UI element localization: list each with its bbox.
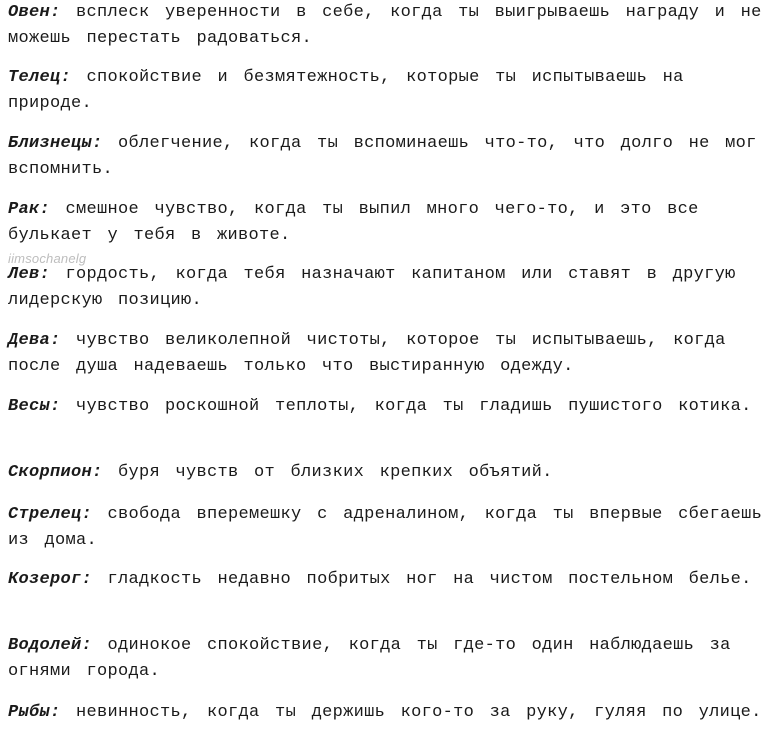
entry-sagittarius <box>8 502 770 554</box>
entry-taurus <box>8 65 770 117</box>
entry-pisces <box>8 700 770 726</box>
sign-label: Дева: <box>8 331 61 350</box>
sign-label: Лев: <box>8 265 51 284</box>
entry-libra <box>8 394 770 420</box>
sign-label: Рыбы: <box>8 703 61 722</box>
entry-text: одинокое спокойствие, когда ты где-то один наблюдаешь за огнями города. <box>8 636 731 681</box>
entry-virgo <box>8 328 770 380</box>
sign-label: Весы: <box>8 397 61 416</box>
sign-label: Козерог: <box>8 570 93 589</box>
entry-text: смешное чувство, когда ты выпил много чего-то, и это все булькает у тебя в животе. <box>8 200 699 245</box>
entry-text: невинность, когда ты держишь кого-то за руку, гуляя по улице. <box>76 703 762 722</box>
entry-aries <box>8 0 770 52</box>
sign-label: Рак: <box>8 200 51 219</box>
entry-text: гладкость недавно побритых ног на чистом постельном белье. <box>107 570 752 589</box>
entry-text: всплеск уверенности в себе, когда ты выигрываешь награду и не можешь перестать радоваться. <box>8 3 762 48</box>
entry-text: гордость, когда тебя назначают капитаном или ставят в другую лидерскую позицию. <box>8 265 736 310</box>
entry-aquarius <box>8 633 770 685</box>
sign-label: Овен: <box>8 3 61 22</box>
entry-text: облегчение, когда ты вспоминаешь что-то, что долго не мог вспомнить. <box>8 134 757 179</box>
entry-text: чувство великолепной чистоты, которое ты испытываешь, когда после душа надеваешь только что выстиранную одежду. <box>8 331 726 376</box>
sign-label: Скорпион: <box>8 463 103 482</box>
sign-label: Стрелец: <box>8 505 93 524</box>
entry-text: чувство роскошной теплоты, когда ты гладишь пушистого котика. <box>76 397 752 416</box>
entry-text: спокойствие и безмятежность, которые ты испытываешь на природе. <box>8 68 684 113</box>
sign-label: Водолей: <box>8 636 93 655</box>
watermark: iimsochanelg <box>8 251 87 266</box>
entry-cancer <box>8 197 770 249</box>
entry-scorpio <box>8 460 770 486</box>
entry-text: свобода вперемешку с адреналином, когда ты впервые сбегаешь из дома. <box>8 505 763 550</box>
sign-label: Телец: <box>8 68 72 87</box>
entry-leo <box>8 262 770 314</box>
entry-gemini <box>8 131 770 183</box>
entry-capricorn <box>8 567 770 593</box>
sign-label: Близнецы: <box>8 134 103 153</box>
entry-text: буря чувств от близких крепких объятий. <box>118 463 553 482</box>
